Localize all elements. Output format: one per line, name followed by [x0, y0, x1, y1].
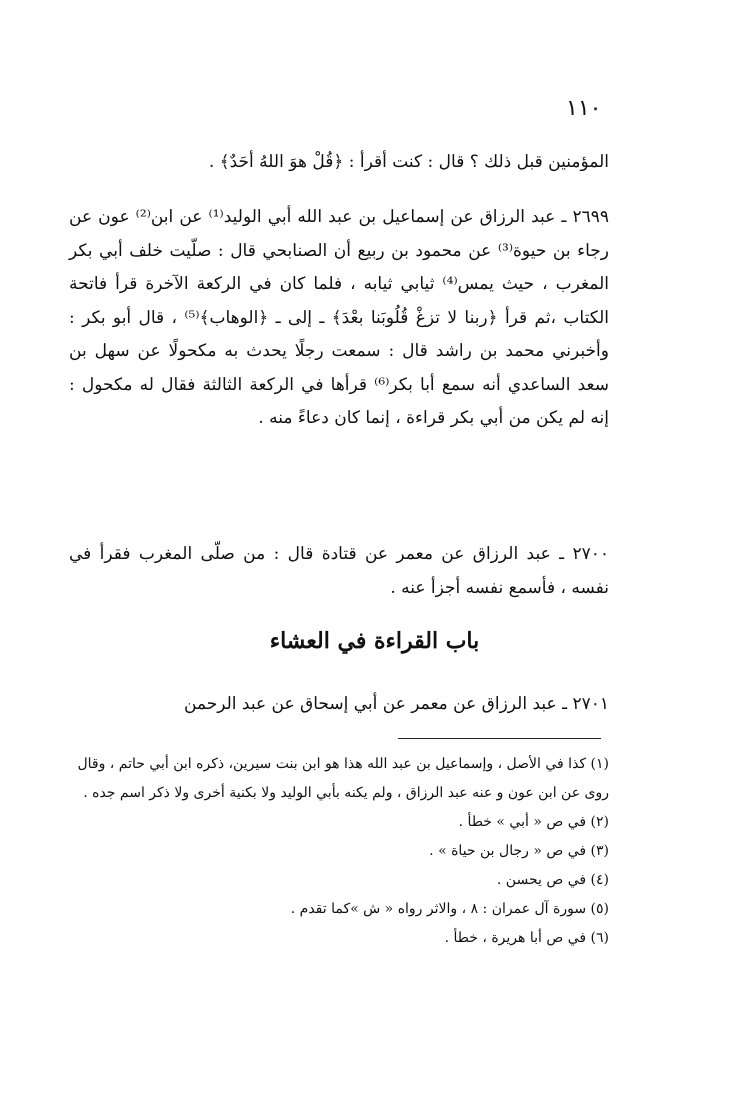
hadith-2701: ٢٧٠١ ـ عبد الرزاق عن معمر عن أبي إسحاق عن عبد الرحمن: [183, 694, 609, 714]
chapter-title: باب القراءة في العشاء: [269, 628, 480, 654]
footnote-5: (٥) سورة آل عمران : ٨ ، والاثر رواه « ش »كما تقدم .: [290, 901, 609, 917]
footnote-6: (٦) في ص أبا هريرة ، خطأ .: [444, 930, 609, 946]
hadith-2700: ٢٧٠٠ ـ عبد الرزاق عن معمر عن قتادة قال : من صلّى المغرب فقرأ في نفسه ، فأسمع نفسه أجزأ عنه .: [69, 544, 609, 598]
hadith-2699: ٢٦٩٩ ـ عبد الرزاق عن إسماعيل بن عبد الله أبي الوليد⁽¹⁾ عن ابن⁽²⁾ عون عن رجاء بن حيوة⁽³⁾ عن محمود بن ربيع أن الصنابحي قال : صلّيت خلف أبي بكر المغرب ، حيث يمس⁽⁴⁾ ثيابي ثيابه ، فلما كان في الركعة الآخرة قرأ فاتحة الكتاب ،ثم قرأ ﴿ربنا لا تزغْ قُلُوبَنا بعْدَ﴾ ـ إلى ـ ﴿الوهاب﴾⁽⁵⁾ ، قال أبو بكر : وأخبرني محمد بن راشد قال : سمعت رجلًا يحدث به مكحولًا عن سهل بن سعد الساعدي أنه سمع أبا بكر⁽⁶⁾ قرأها في الركعة الثالثة فقال له مكحول : إنه لم يكن من أبي بكر قراءة ، إنما كان دعاءً منه .: [69, 207, 609, 428]
footnote-2: (٢) في ص « أبي » خطأ .: [458, 814, 609, 830]
footnotes: [69, 750, 609, 953]
footnote-divider: [398, 738, 601, 739]
footnote-3: (٣) في ص « رجال بن حياة » .: [429, 843, 609, 859]
continuation-line: المؤمنين قبل ذلك ؟ قال : كنت أقرأ : ﴿قُلْ هوَ اللهُ أحَدٌ﴾ .: [208, 152, 609, 172]
footnote-4: (٤) في ص يحسن .: [496, 872, 609, 888]
page-number: ١١٠: [566, 96, 602, 121]
footnote-1: (١) كذا في الأصل ، وإسماعيل بن عبد الله هذا هو ابن بنت سيرين، ذكره ابن أبي حاتم ، وقال روى عن ابن عون و عنه عبد الرزاق ، ولم يكنه بأبي الوليد ولا بكنية أخرى ولا ذكر اسم جده .: [77, 756, 609, 801]
